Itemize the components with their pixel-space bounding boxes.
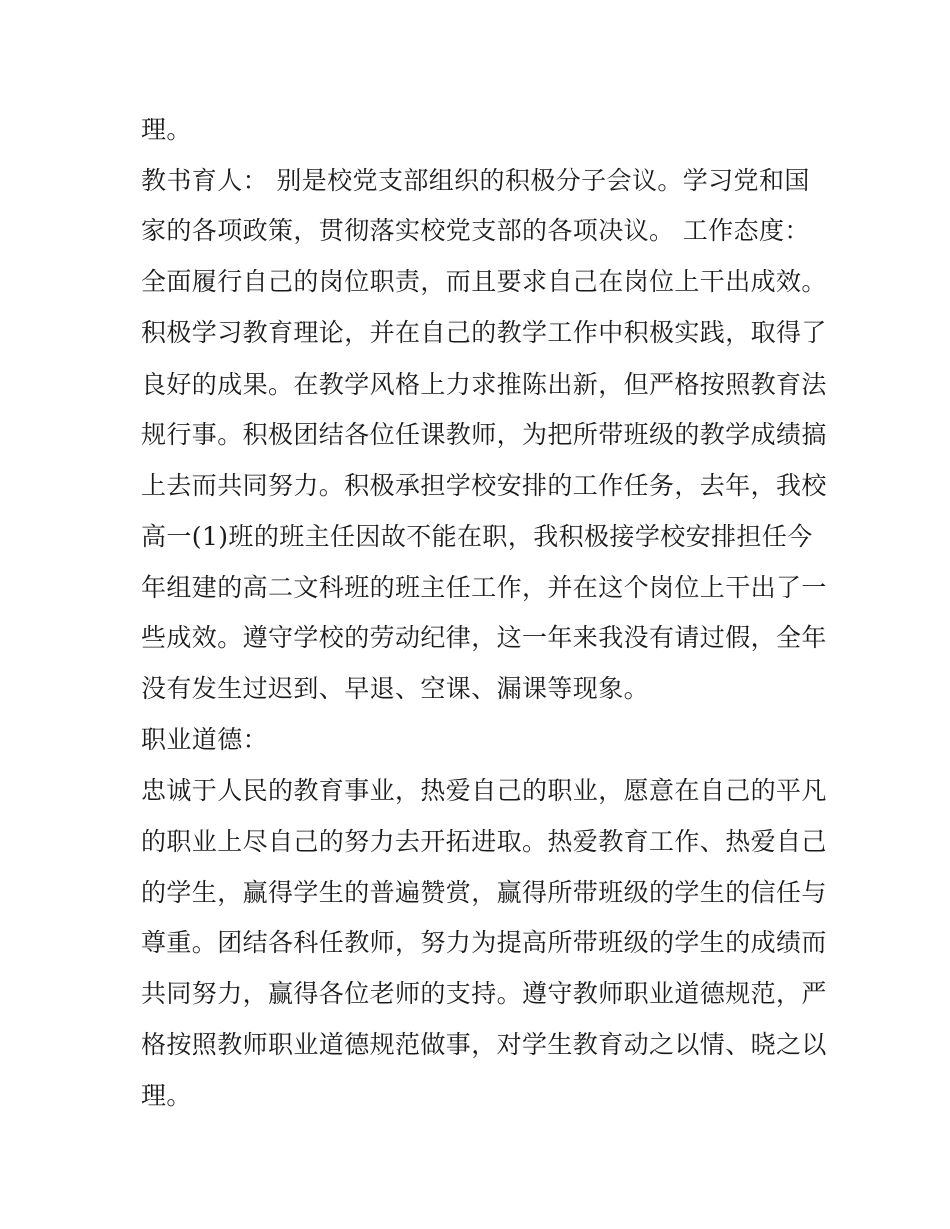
text-line: 家的各项政策，贯彻落实校党支部的各项决议。 工作态度： xyxy=(141,216,810,245)
text-line: 积极学习教育理论，并在自己的教学工作中积极实践，取得了 xyxy=(141,318,827,347)
text-line: 高一(1)班的班主任因故不能在职，我积极接学校安排担任今 xyxy=(141,522,813,551)
text-line: 教书育人： 别是校党支部组织的积极分子会议。学习党和国 xyxy=(141,166,810,195)
text-line: 格按照教师职业道德规范做事，对学生教育动之以情、晓之以 xyxy=(141,1030,827,1059)
text-line: 的职业上尽自己的努力去开拓进取。热爱教育工作、热爱自己 xyxy=(141,827,827,856)
text-line: 理。 xyxy=(141,1081,192,1110)
text-line: 忠诚于人民的教育事业，热爱自己的职业，愿意在自己的平凡 xyxy=(141,776,827,805)
text-line: 尊重。团结各科任教师，努力为提高所带班级的学生的成绩而 xyxy=(141,928,827,957)
text-line: 些成效。遵守学校的劳动纪律，这一年来我没有请过假，全年 xyxy=(141,623,827,652)
text-line: 理。 xyxy=(141,115,192,144)
text-line: 没有发生过迟到、早退、空课、漏课等现象。 xyxy=(141,674,650,703)
section-heading: 职业道德： xyxy=(141,725,269,754)
text-line: 的学生，赢得学生的普遍赞赏，赢得所带班级的学生的信任与 xyxy=(141,878,827,907)
text-line: 规行事。积极团结各位任课教师，为把所带班级的教学成绩搞 xyxy=(141,420,827,449)
text-line: 良好的成果。在教学风格上力求推陈出新，但严格按照教育法 xyxy=(141,370,827,399)
text-line: 共同努力，赢得各位老师的支持。遵守教师职业道德规范，严 xyxy=(141,979,827,1008)
text-line: 上去而共同努力。积极承担学校安排的工作任务，去年，我校 xyxy=(141,471,827,500)
text-line: 年组建的高二文科班的班主任工作，并在这个岗位上干出了一 xyxy=(141,573,827,602)
text-line: 全面履行自己的岗位职责，而且要求自己在岗位上干出成效。 xyxy=(141,267,827,296)
